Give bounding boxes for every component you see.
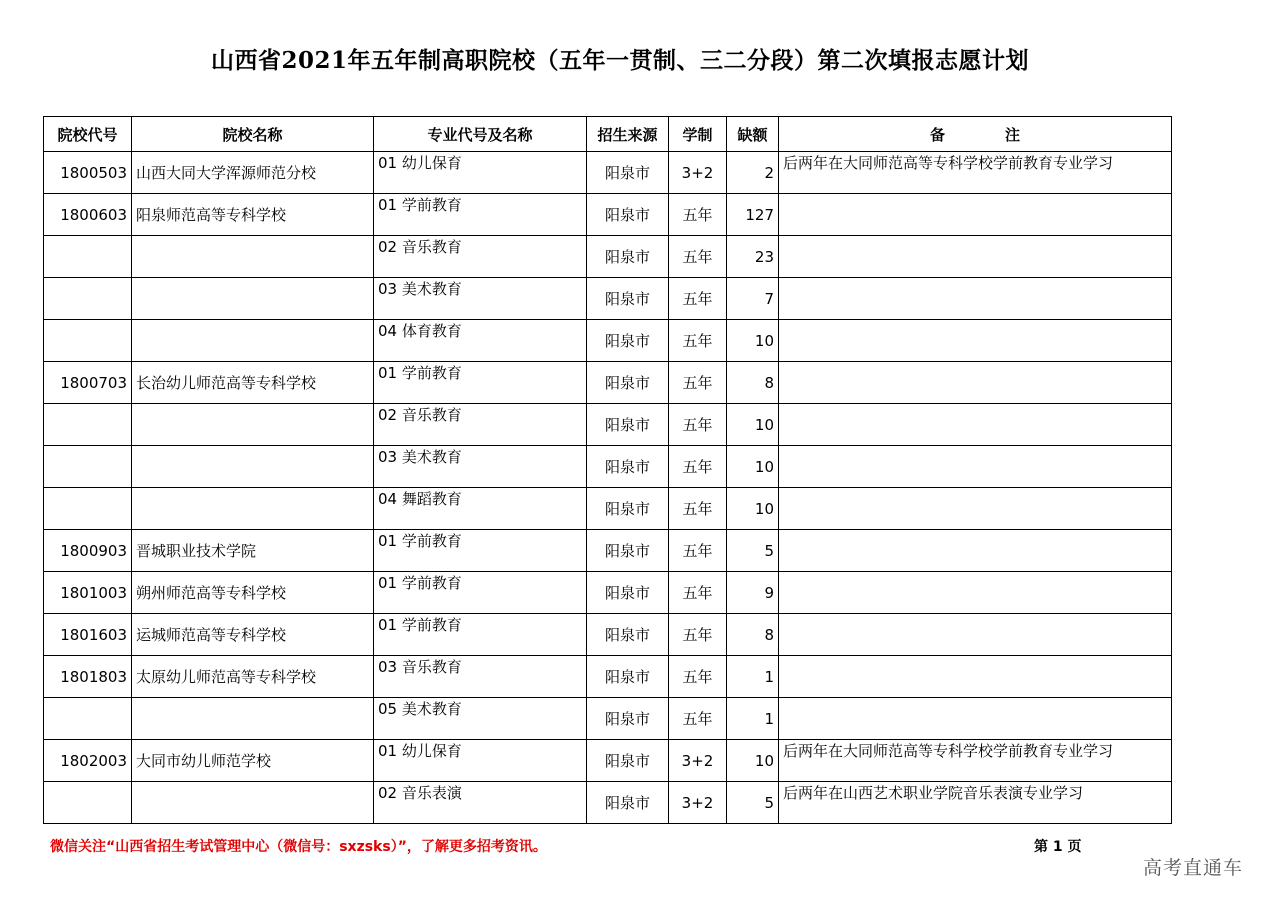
- cell-school: [132, 320, 374, 362]
- table-row: [44, 236, 1172, 278]
- cell-note: [779, 488, 1172, 530]
- cell-note: [779, 320, 1172, 362]
- cell-major: 01 学前教育: [374, 572, 587, 614]
- cell-major: 01 学前教育: [374, 362, 587, 404]
- cell-vacancy: 7: [727, 278, 779, 320]
- cell-source: 阳泉市: [587, 698, 669, 740]
- cell-code: 1802003: [44, 740, 132, 782]
- cell-vacancy: 10: [727, 740, 779, 782]
- cell-note: [779, 194, 1172, 236]
- table-row: [44, 152, 1172, 194]
- table-row: [44, 656, 1172, 698]
- cell-code: [44, 320, 132, 362]
- cell-source: 阳泉市: [587, 152, 669, 194]
- cell-school: [132, 782, 374, 824]
- page-number: 第 1 页: [1034, 839, 1082, 855]
- cell-major: 04 体育教育: [374, 320, 587, 362]
- cell-major: 03 音乐教育: [374, 656, 587, 698]
- table-row: [44, 698, 1172, 740]
- cell-years: 3+2: [669, 152, 727, 194]
- cell-code: [44, 488, 132, 530]
- cell-major: 01 学前教育: [374, 614, 587, 656]
- cell-vacancy: 1: [727, 698, 779, 740]
- cell-code: [44, 782, 132, 824]
- cell-school: 长治幼儿师范高等专科学校: [132, 362, 374, 404]
- cell-years: 五年: [669, 614, 727, 656]
- cell-source: 阳泉市: [587, 782, 669, 824]
- cell-vacancy: 5: [727, 782, 779, 824]
- cell-note: [779, 614, 1172, 656]
- cell-code: 1800503: [44, 152, 132, 194]
- cell-note: 后两年在大同师范高等专科学校学前教育专业学习: [779, 740, 1172, 782]
- cell-vacancy: 2: [727, 152, 779, 194]
- cell-years: 五年: [669, 278, 727, 320]
- cell-years: 五年: [669, 236, 727, 278]
- table-row: [44, 572, 1172, 614]
- cell-school: 大同市幼儿师范学校: [132, 740, 374, 782]
- cell-vacancy: 5: [727, 530, 779, 572]
- cell-vacancy: 8: [727, 614, 779, 656]
- cell-code: 1800903: [44, 530, 132, 572]
- cell-source: 阳泉市: [587, 740, 669, 782]
- cell-years: 3+2: [669, 740, 727, 782]
- cell-school: [132, 236, 374, 278]
- cell-note: [779, 236, 1172, 278]
- cell-vacancy: 10: [727, 320, 779, 362]
- cell-note: [779, 404, 1172, 446]
- cell-school: 晋城职业技术学院: [132, 530, 374, 572]
- cell-code: 1800703: [44, 362, 132, 404]
- cell-vacancy: 23: [727, 236, 779, 278]
- cell-major: 03 美术教育: [374, 278, 587, 320]
- cell-note: 后两年在大同师范高等专科学校学前教育专业学习: [779, 152, 1172, 194]
- cell-years: 五年: [669, 446, 727, 488]
- cell-code: [44, 698, 132, 740]
- cell-source: 阳泉市: [587, 320, 669, 362]
- cell-vacancy: 10: [727, 404, 779, 446]
- table-row: [44, 404, 1172, 446]
- cell-source: 阳泉市: [587, 362, 669, 404]
- cell-note: [779, 362, 1172, 404]
- cell-years: 五年: [669, 194, 727, 236]
- cell-school: [132, 446, 374, 488]
- cell-note: [779, 698, 1172, 740]
- table-row: [44, 614, 1172, 656]
- cell-vacancy: 10: [727, 488, 779, 530]
- header-source: 招生来源: [587, 117, 669, 152]
- cell-source: 阳泉市: [587, 236, 669, 278]
- cell-school: 朔州师范高等专科学校: [132, 572, 374, 614]
- watermark-text: 高考直通车: [1143, 857, 1244, 879]
- cell-source: 阳泉市: [587, 194, 669, 236]
- cell-vacancy: 1: [727, 656, 779, 698]
- cell-vacancy: 127: [727, 194, 779, 236]
- cell-code: [44, 236, 132, 278]
- cell-years: 五年: [669, 320, 727, 362]
- cell-major: 02 音乐表演: [374, 782, 587, 824]
- cell-source: 阳泉市: [587, 614, 669, 656]
- cell-source: 阳泉市: [587, 572, 669, 614]
- cell-school: [132, 278, 374, 320]
- cell-vacancy: 8: [727, 362, 779, 404]
- cell-source: 阳泉市: [587, 446, 669, 488]
- cell-major: 02 音乐教育: [374, 236, 587, 278]
- cell-code: [44, 404, 132, 446]
- table-header-row: [44, 117, 1172, 152]
- cell-source: 阳泉市: [587, 404, 669, 446]
- cell-code: 1801803: [44, 656, 132, 698]
- cell-school: 太原幼儿师范高等专科学校: [132, 656, 374, 698]
- header-years: 学制: [669, 117, 727, 152]
- table-row: [44, 530, 1172, 572]
- header-note: [779, 117, 1172, 152]
- cell-note: [779, 278, 1172, 320]
- enrollment-plan-table: [43, 116, 1172, 824]
- cell-major: 01 学前教育: [374, 194, 587, 236]
- cell-major: 05 美术教育: [374, 698, 587, 740]
- table-row: [44, 488, 1172, 530]
- table-row: [44, 446, 1172, 488]
- header-school: 院校名称: [132, 117, 374, 152]
- cell-school: 阳泉师范高等专科学校: [132, 194, 374, 236]
- table-row: [44, 362, 1172, 404]
- table-row: [44, 278, 1172, 320]
- wechat-notice: 微信关注“山西省招生考试管理中心（微信号：sxzsks）”，了解更多招考资讯。: [50, 839, 547, 855]
- header-note-a: 备: [929, 125, 945, 144]
- cell-major: 02 音乐教育: [374, 404, 587, 446]
- cell-note: [779, 530, 1172, 572]
- table-row: [44, 320, 1172, 362]
- cell-school: [132, 698, 374, 740]
- cell-years: 五年: [669, 698, 727, 740]
- cell-vacancy: 9: [727, 572, 779, 614]
- table-row: [44, 740, 1172, 782]
- header-note-b: 注: [1005, 125, 1021, 144]
- cell-school: [132, 404, 374, 446]
- header-vacancy: 缺额: [727, 117, 779, 152]
- cell-note: 后两年在山西艺术职业学院音乐表演专业学习: [779, 782, 1172, 824]
- cell-major: 01 学前教育: [374, 530, 587, 572]
- cell-years: 五年: [669, 656, 727, 698]
- cell-school: 山西大同大学浑源师范分校: [132, 152, 374, 194]
- cell-school: [132, 488, 374, 530]
- cell-source: 阳泉市: [587, 656, 669, 698]
- cell-source: 阳泉市: [587, 530, 669, 572]
- cell-source: 阳泉市: [587, 488, 669, 530]
- cell-years: 五年: [669, 362, 727, 404]
- cell-code: [44, 446, 132, 488]
- cell-code: 1801603: [44, 614, 132, 656]
- cell-code: 1801003: [44, 572, 132, 614]
- cell-note: [779, 656, 1172, 698]
- cell-note: [779, 446, 1172, 488]
- cell-source: 阳泉市: [587, 278, 669, 320]
- cell-code: [44, 278, 132, 320]
- cell-years: 3+2: [669, 782, 727, 824]
- header-code: 院校代号: [44, 117, 132, 152]
- cell-years: 五年: [669, 530, 727, 572]
- table-row: [44, 782, 1172, 824]
- page-title: 山西省2021年五年制高职院校（五年一贯制、三二分段）第二次填报志愿计划: [210, 47, 1029, 74]
- cell-school: 运城师范高等专科学校: [132, 614, 374, 656]
- cell-major: 01 幼儿保育: [374, 152, 587, 194]
- cell-major: 04 舞蹈教育: [374, 488, 587, 530]
- cell-major: 01 幼儿保育: [374, 740, 587, 782]
- cell-years: 五年: [669, 572, 727, 614]
- cell-note: [779, 572, 1172, 614]
- cell-vacancy: 10: [727, 446, 779, 488]
- cell-years: 五年: [669, 404, 727, 446]
- cell-major: 03 美术教育: [374, 446, 587, 488]
- cell-code: 1800603: [44, 194, 132, 236]
- header-major: 专业代号及名称: [374, 117, 587, 152]
- table-row: [44, 194, 1172, 236]
- cell-years: 五年: [669, 488, 727, 530]
